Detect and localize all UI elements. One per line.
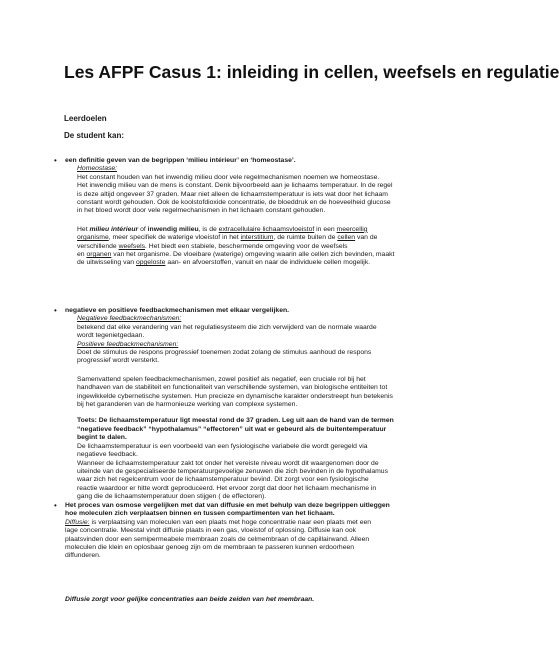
toets-question-line: begint te dalen. bbox=[77, 434, 127, 442]
section-homeostase bbox=[54, 156, 425, 268]
answer-line: reactie waardoor er hitte wordt geproduceerd. Het ervoor zorgt dat door het lichaam mechanisme in bbox=[77, 484, 377, 492]
bullet-icon: • bbox=[54, 156, 57, 165]
leerdoelen-heading: Leerdoelen bbox=[64, 114, 107, 123]
paragraph-line: Het constant houden van het inwendig milieu door vele regelmechanismen noemen we homeostase. bbox=[77, 173, 380, 181]
section-feedback bbox=[54, 306, 425, 502]
milieu-paragraph-line-5: de uitwisseling van opgeloste aan- en afvoerstoffen, vanuit en naar de individuele cellen mogelijk. bbox=[77, 259, 371, 267]
link-organen[interactable]: organen bbox=[86, 251, 112, 259]
section-heading-line: hoe moleculen zich verplaatsen binnen en tussen compartimenten van het lichaam. bbox=[65, 510, 335, 518]
paragraph-line: is deze altijd ongeveer 37 graden. Maar niet alleen de lichaamstemperatuur is iets wat door het lichaam bbox=[77, 190, 388, 198]
paragraph-line: progressief wordt versterkt. bbox=[77, 357, 159, 365]
negatieve-feedback-label: Negatieve feedbackmechanismen: bbox=[77, 315, 182, 323]
answer-line: uiteinde van de gespecialiseerde temperatuurgevoelige zenuwen die zich bevinden in de hypothalamus bbox=[77, 467, 388, 475]
toets-question-line: Toets: De lichaamstemperatuur ligt meestal rond de 37 graden. Leg uit aan de hand van de termen bbox=[77, 417, 394, 425]
paragraph-line: wordt tegenietgedaan. bbox=[77, 332, 145, 340]
positieve-feedback-label: Positieve feedbackmechanismen: bbox=[77, 340, 179, 348]
paragraph-line: Samenvattend spelen feedbackmechanismen, zowel positief als negatief, een cruciale rol bij het bbox=[77, 375, 366, 383]
link-meercellig[interactable]: meercellig bbox=[336, 225, 368, 233]
paragraph-line: betekend dat elke verandering van het regulatiesysteem die zich verwijderd van de normale waarde bbox=[77, 323, 377, 331]
section-body bbox=[65, 315, 425, 501]
link-opgeloste[interactable]: opgeloste bbox=[135, 259, 166, 267]
student-kan-heading: De student kan: bbox=[64, 131, 125, 140]
paragraph-line: Doet de stimulus de respons progressief toenemen zodat zolang de stimulus aanhoud de respons bbox=[77, 349, 372, 357]
paragraph-line: constant wordt gehouden. Ook de koolstofdioxide concentratie, de bloeddruk en de hoeveelheid glucose bbox=[77, 199, 391, 207]
bullet-icon: • bbox=[54, 501, 57, 510]
milieu-paragraph-line-4: en organen van het organisme. De vloeibare (waterige) omgeving waarin alle cellen zich bevinden, maakt bbox=[77, 251, 395, 259]
paragraph-line: Het inwendig milieu van de mens is constant. Denk bijvoorbeeld aan je lichaams temperatuur. In de regel bbox=[77, 182, 393, 190]
inwendig-milieu-term: inwendig milieu bbox=[147, 225, 199, 233]
link-cellen[interactable]: cellen bbox=[337, 234, 356, 242]
paragraph-line: plaatsvinden door een semipermeabele membraan zoals de celmembraan of de capillairwand. Alleen bbox=[65, 535, 370, 543]
link-weefsels[interactable]: weefsels bbox=[118, 242, 146, 250]
link-interstitium[interactable]: interstitium bbox=[240, 234, 274, 242]
answer-line: negatieve feedback. bbox=[77, 451, 138, 459]
paragraph-line: in het bloed wordt door vele regelmechanismen in het lichaam constant gehouden. bbox=[77, 207, 326, 215]
link-organisme[interactable]: organisme bbox=[77, 234, 109, 242]
milieu-paragraph-line-3: verschillende weefsels. Het biedt een stabiele, beschermende omgeving voor de weefsels bbox=[77, 242, 348, 250]
answer-line: De lichaamstemperatuur is een voorbeeld van een fysiologische variabele die wordt geregeld via bbox=[77, 442, 368, 450]
milieu-paragraph-line-2: organisme, meer specifiek de waterige vloeistof in het interstitium, de ruimte buiten de cellen van de bbox=[77, 234, 378, 242]
section-body bbox=[65, 165, 425, 267]
section-heading: een definitie geven van de begrippen ‘milieu intérieur’ en ‘homeostase’. bbox=[65, 157, 296, 164]
answer-line: waar zich het regelcentrum voor de lichaamstemperatuur bevind. Dit zorgt voor een fysiologische bbox=[77, 476, 369, 484]
milieu-paragraph-line-1: Het milieu intérieur of inwendig milieu, is de extracellulaire lichaamsvloeistof in een meercellig bbox=[77, 225, 368, 233]
diffusie-line-1: Diffusie: is verplaatsing van moleculen van een plaats met hoge concentratie naar een plaats met een bbox=[65, 518, 372, 526]
diffusie-label: Diffusie: bbox=[65, 518, 90, 526]
link-extracellulaire-lichaamsvloeistof[interactable]: extracellulaire lichaamsvloeistof bbox=[218, 225, 315, 233]
answer-line: gang die de lichaamstemperatuur doen stijgen ( de effectoren). bbox=[77, 493, 267, 501]
section-osmose-diffusie bbox=[54, 501, 425, 561]
paragraph-line: lage concentratie. Meestal vindt diffusie plaats in een gas, vloeistof of oplossing. Diffusie kan ook bbox=[65, 527, 357, 535]
document-title: Les AFPF Casus 1: inleiding in cellen, weefsels en regulatie bbox=[64, 62, 559, 82]
paragraph-line: diffunderen. bbox=[65, 552, 101, 560]
paragraph-line: handhaven van de stabiliteit en functionaliteit van verschillende systemen, van biologische entiteiten tot bbox=[77, 384, 388, 392]
section-heading-line: Het proces van osmose vergelijken met dat van diffusie en met behulp van deze begrippen uitleggen bbox=[65, 502, 390, 509]
diffusie-conclusion: Diffusie zorgt voor gelijke concentraties aan beide zeiden van het membraan. bbox=[65, 595, 315, 603]
paragraph-line: ingewikkelde cybernetische systemen. Hun precieze en dynamische karakter onderstreept hun betekenis bbox=[77, 392, 393, 400]
milieu-interieur-term: milieu intérieur bbox=[89, 225, 139, 233]
paragraph-line: moleculen die klein en oplosbaar genoeg zijn om de membraan te passeren kunnen erdoorheen bbox=[65, 544, 355, 552]
bullet-icon: • bbox=[54, 306, 57, 315]
toets-question-line: “negatieve feedback” “hypothalamus” “effectoren” uit wat er gebeurd als de buitentemperatuur bbox=[77, 425, 387, 433]
section-heading: negatieve en positieve feedbackmechanismen met elkaar vergelijken. bbox=[65, 307, 290, 314]
homeostase-label: Homeostase: bbox=[77, 165, 118, 173]
answer-line: Wanneer de lichaamstemperatuur zakt tot onder het vereiste niveau wordt dit waargenomen door de bbox=[77, 459, 379, 467]
paragraph-line: bij het garanderen van de harmonieuze werking van complexe systemen. bbox=[77, 401, 298, 409]
